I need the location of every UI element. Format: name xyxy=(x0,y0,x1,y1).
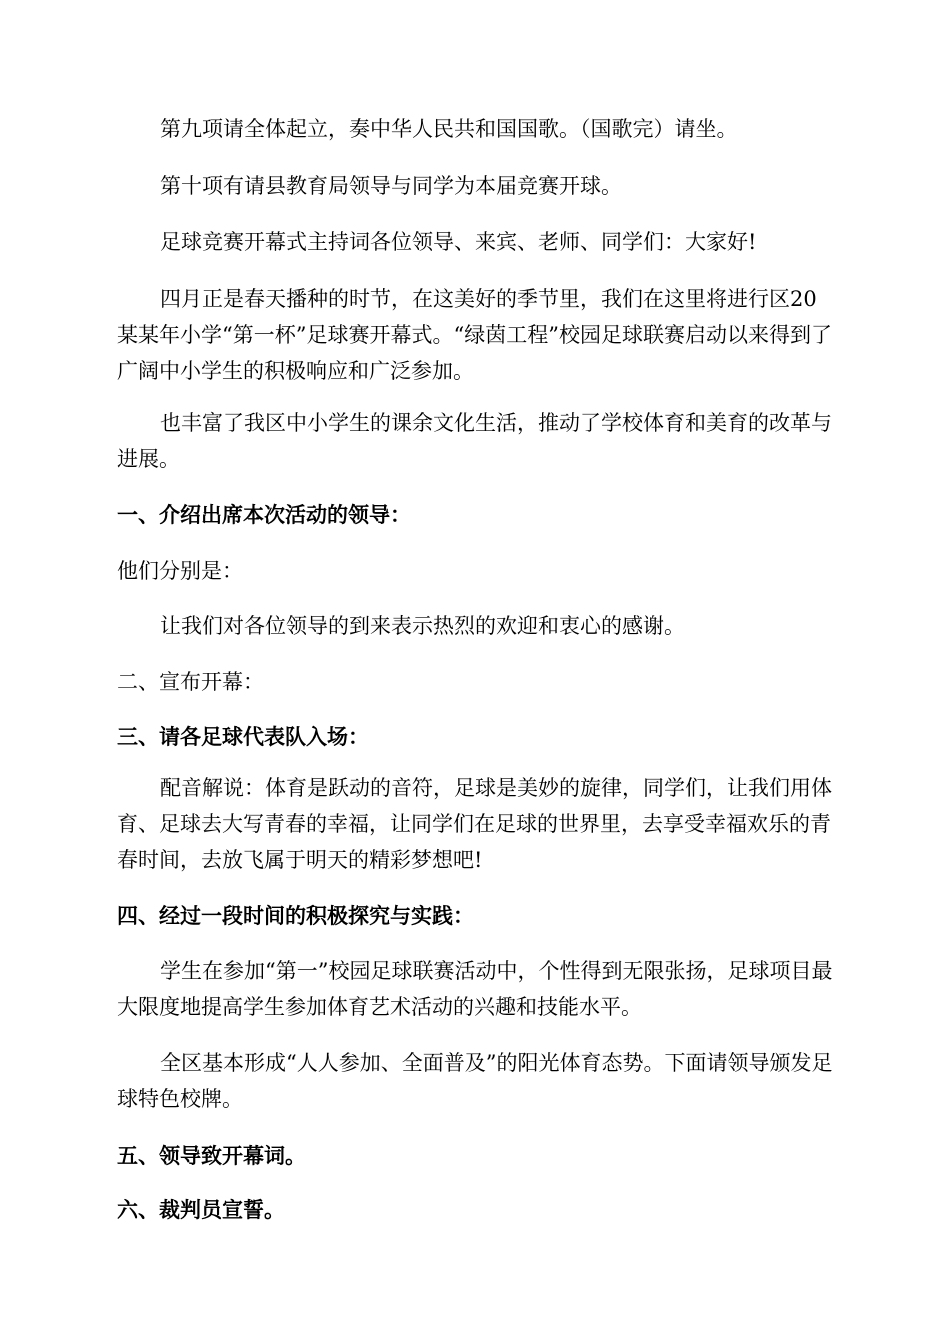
heading-section-5: 五、领导致开幕词。 xyxy=(117,1144,306,1168)
paragraph-welcome: 让我们对各位领导的到来表示热烈的欢迎和衷心的感谢。 xyxy=(160,614,685,638)
paragraph-enrich: 也丰富了我区中小学生的课余文化生活，推动了学校体育和美育的改革与进展。 xyxy=(117,411,832,471)
heading-section-6: 六、裁判员宣誓。 xyxy=(117,1198,285,1222)
paragraph-names: 他们分别是： xyxy=(117,559,243,583)
paragraph-greeting: 足球竞赛开幕式主持词各位领导、来宾、老师、同学们：大家好! xyxy=(160,230,757,254)
paragraph-district: 全区基本形成“人人参加、全面普及”的阳光体育态势。下面请领导颁发足球特色校牌。 xyxy=(117,1051,833,1111)
paragraph-anthem: 第九项请全体起立，奏中华人民共和国国歌。（国歌完）请坐。 xyxy=(160,117,738,141)
paragraph-narration: 配音解说：体育是跃动的音符，足球是美妙的旋律，同学们，让我们用体育、足球去大写青春的幸福，让同学们在足球的世界里，去享受幸福欢乐的青春时间，去放飞属于明天的精彩梦想吧! xyxy=(117,776,832,872)
heading-section-4: 四、经过一段时间的积极探究与实践： xyxy=(117,904,474,928)
paragraph-kickoff: 第十项有请县教育局领导与同学为本届竞赛开球。 xyxy=(160,174,622,198)
heading-section-1: 一、介绍出席本次活动的领导： xyxy=(117,503,411,527)
paragraph-students: 学生在参加“第一”校园足球联赛活动中，个性得到无限张扬，足球项目最大限度地提高学生参加体育艺术活动的兴趣和技能水平。 xyxy=(117,959,833,1019)
heading-section-3: 三、请各足球代表队入场： xyxy=(117,725,369,749)
heading-section-2: 二、宣布开幕： xyxy=(117,670,264,694)
paragraph-intro: 四月正是春天播种的时节，在这美好的季节里，我们在这里将进行区20某某年小学“第一杯”足球赛开幕式。“绿茵工程”校园足球联赛启动以来得到了广阔中小学生的积极响应和广泛参加。 xyxy=(117,287,832,383)
